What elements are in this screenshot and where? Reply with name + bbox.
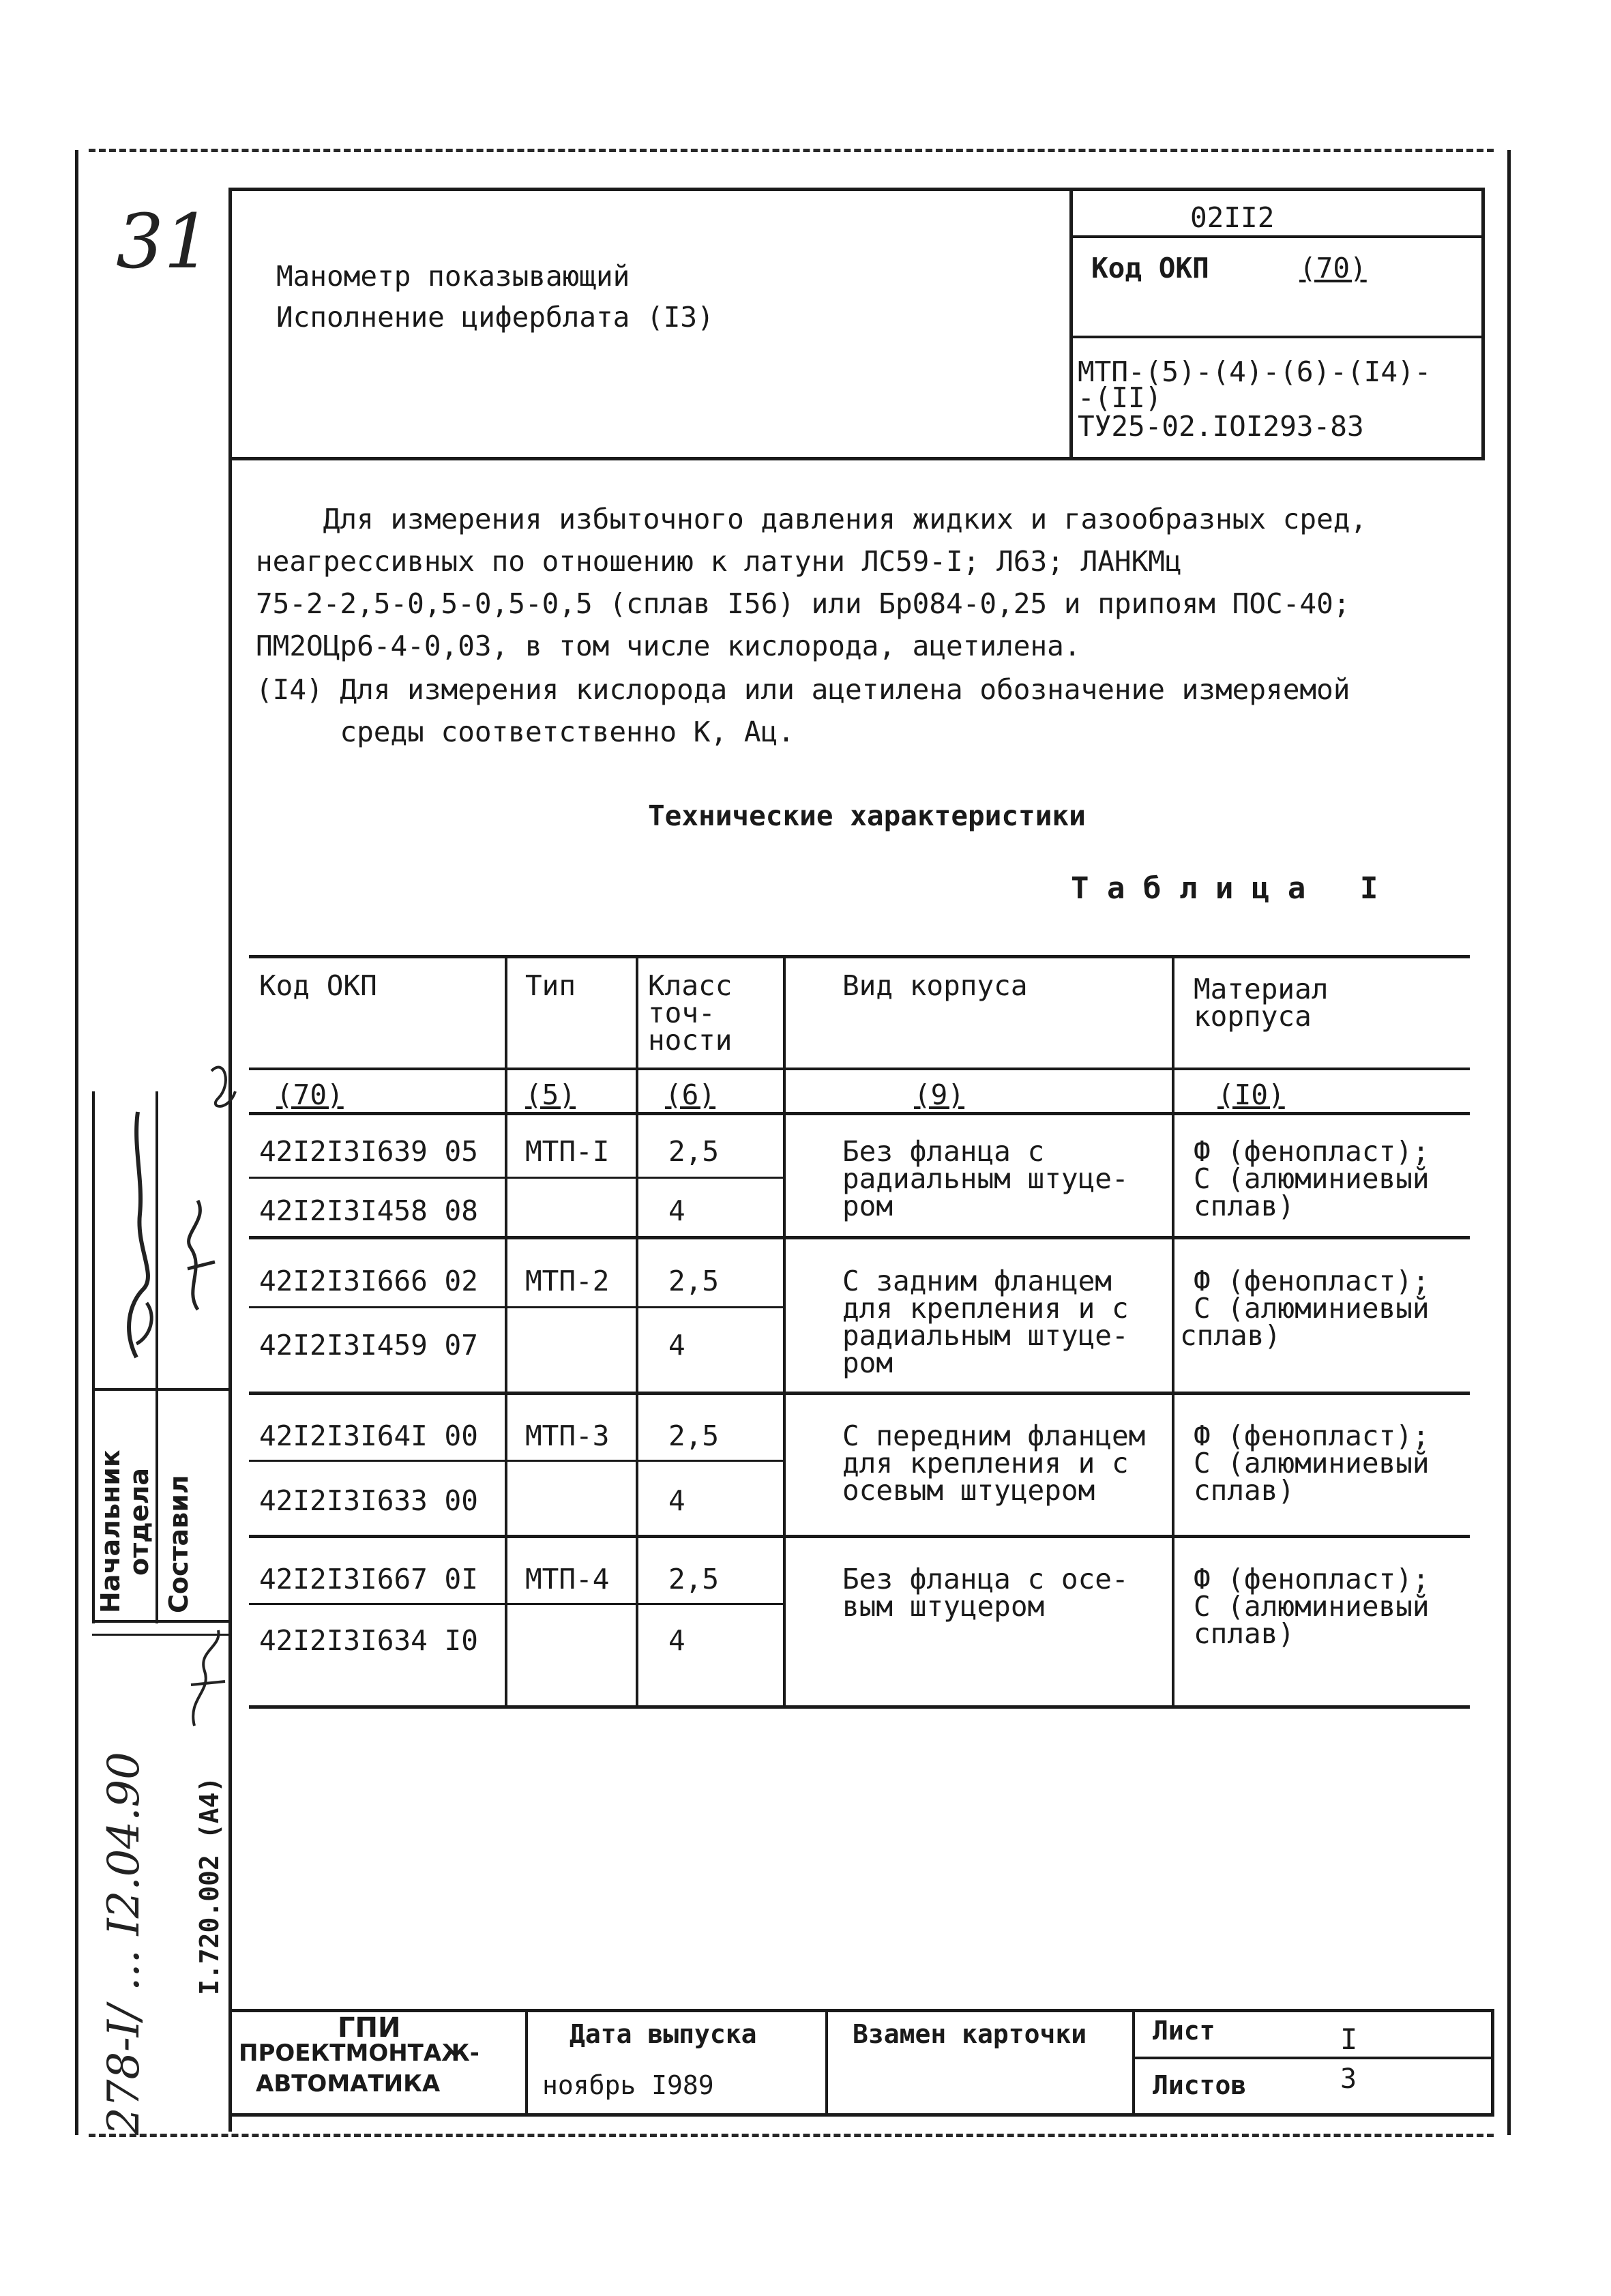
cell-body-type: осевым штуцером: [842, 1474, 1095, 1507]
cell-material: С (алюминиевый: [1194, 1162, 1430, 1195]
cell-code: 42I2I3I459 07: [259, 1329, 478, 1362]
top-border-dash: [89, 149, 1494, 152]
cell-body-type: Без фланца с осе-: [842, 1563, 1129, 1595]
cell-body-type: для крепления и с: [842, 1447, 1129, 1480]
section-title: Технические характеристики: [648, 799, 1086, 832]
sheets-label: Листов: [1153, 2070, 1247, 2100]
cell-code: 42I2I3I64I 00: [259, 1419, 478, 1452]
cell-class: 4: [668, 1624, 685, 1657]
cell-material: Ф (фенопласт);: [1194, 1563, 1430, 1595]
release-value: ноябрь I989: [542, 2070, 714, 2100]
table-caption: Т а б л и ц а I: [1071, 871, 1378, 906]
left-frame-line: [75, 150, 78, 2135]
cell-body-type: С передним фланцем: [842, 1419, 1146, 1452]
stamp-head-label: отдела: [124, 1467, 154, 1576]
col-header-material: корпуса: [1194, 1000, 1312, 1033]
cell-body-type: радиальным штуце-: [842, 1162, 1129, 1195]
cell-code: 42I2I3I667 0I: [259, 1563, 478, 1595]
footer-org: АВТОМАТИКА: [256, 2070, 441, 2098]
handwritten-date: 278-I/ ... I2.04.90: [99, 1752, 149, 2135]
index-body-type: (9): [914, 1078, 965, 1111]
index-material: (I0): [1217, 1078, 1285, 1111]
cell-material: С (алюминиевый: [1194, 1590, 1430, 1623]
col-header-code: Код ОКП: [259, 969, 377, 1002]
footer-org: ГПИ: [338, 2012, 401, 2044]
cell-type: МТП-3: [525, 1419, 610, 1452]
cell-type: МТП-4: [525, 1563, 610, 1595]
signature-icon: [95, 1044, 239, 1371]
note-line2: среды соответственно К, Ац.: [256, 716, 795, 748]
page-number: 31: [116, 198, 211, 285]
stamp-head-label: Начальник: [95, 1449, 125, 1613]
cell-type: МТП-2: [525, 1265, 610, 1297]
note-line1: (I4) Для измерения кислорода или ацетилена обозначение измеряемой: [256, 673, 1350, 706]
sheet-label: Лист: [1153, 2016, 1215, 2046]
col-header-body-type: Вид корпуса: [842, 969, 1028, 1002]
sheets-value: 3: [1340, 2063, 1357, 2095]
bottom-border-dash: [89, 2134, 1494, 2137]
sheet-value: I: [1340, 2022, 1358, 2056]
description-line: ПМ2ОЦр6-4-0,03, в том числе кислорода, ацетилена.: [256, 630, 1081, 662]
designation-line1: МТП-(5)-(4)-(6)-(I4)-: [1078, 355, 1432, 388]
header-title-line1: Манометр показывающий: [276, 260, 630, 293]
cell-body-type: Без фланца с: [842, 1135, 1045, 1168]
cell-material: Ф (фенопласт);: [1194, 1419, 1430, 1452]
col-header-class: точ-: [648, 997, 715, 1029]
cell-body-type: радиальным штуце-: [842, 1319, 1129, 1352]
cell-class: 2,5: [668, 1265, 720, 1297]
release-label: Дата выпуска: [570, 2019, 757, 2049]
cell-body-type: вым штуцером: [842, 1590, 1045, 1623]
description-line: 75-2-2,5-0,5-0,5-0,5 (сплав I56) или Бр084-0,25 и припоям ПОС-40;: [256, 587, 1350, 620]
signature-icon: [184, 1623, 232, 1733]
index-type: (5): [525, 1078, 576, 1111]
cell-body-type: ром: [842, 1190, 893, 1222]
cell-class: 2,5: [668, 1563, 720, 1595]
cell-class: 2,5: [668, 1135, 720, 1168]
index-code: (70): [276, 1078, 344, 1111]
tu-number: ТУ25-02.IOI293-83: [1078, 410, 1364, 443]
cell-code: 42I2I3I634 I0: [259, 1624, 478, 1657]
description-line: Для измерения избыточного давления жидких и газообразных сред,: [256, 503, 1368, 535]
cell-material: сплав): [1194, 1190, 1295, 1222]
okp-label: Код ОКП: [1091, 252, 1209, 284]
cell-class: 4: [668, 1194, 685, 1227]
cell-material: С (алюминиевый: [1194, 1447, 1430, 1480]
col-header-class: ности: [648, 1024, 733, 1057]
footer-org: ПРОЕКТМОНТАЖ-: [239, 2040, 479, 2067]
replaces-label: Взамен карточки: [853, 2019, 1087, 2049]
header-title-line2: Исполнение циферблата (I3): [276, 301, 714, 334]
cell-class: 4: [668, 1329, 685, 1362]
cell-body-type: для крепления и с: [842, 1292, 1129, 1325]
cell-code: 42I2I3I639 05: [259, 1135, 478, 1168]
cell-material: Ф (фенопласт);: [1194, 1135, 1430, 1168]
stamp-compiled-label: Составил: [164, 1475, 194, 1613]
index-class: (6): [665, 1078, 716, 1111]
col-header-material: Материал: [1194, 973, 1329, 1005]
cell-body-type: ром: [842, 1346, 893, 1379]
cell-type: МТП-I: [525, 1135, 610, 1168]
cell-material: сплав): [1194, 1474, 1295, 1507]
cell-class: 2,5: [668, 1419, 720, 1452]
code-number: 02II2: [1190, 201, 1275, 234]
cell-code: 42I2I3I458 08: [259, 1194, 478, 1227]
designation-line2: -(II): [1078, 381, 1162, 414]
cell-material: Ф (фенопласт);: [1194, 1265, 1430, 1297]
okp-code: (70): [1299, 252, 1367, 284]
cell-class: 4: [668, 1484, 685, 1517]
cell-material: С (алюминиевый: [1194, 1292, 1430, 1325]
cell-material: сплав): [1194, 1617, 1295, 1650]
col-header-class: Класс: [648, 969, 733, 1002]
cell-body-type: С задним фланцем: [842, 1265, 1112, 1297]
doc-code: I.720.002 (А4): [194, 1776, 224, 1995]
cell-material: сплав): [1180, 1319, 1282, 1352]
cell-code: 42I2I3I633 00: [259, 1484, 478, 1517]
cell-code: 42I2I3I666 02: [259, 1265, 478, 1297]
description-line: неагрессивных по отношению к латуни ЛС59-I; Л63; ЛАНКМц: [256, 545, 1182, 578]
right-frame-line: [1507, 150, 1511, 2135]
col-header-type: Тип: [525, 969, 576, 1002]
